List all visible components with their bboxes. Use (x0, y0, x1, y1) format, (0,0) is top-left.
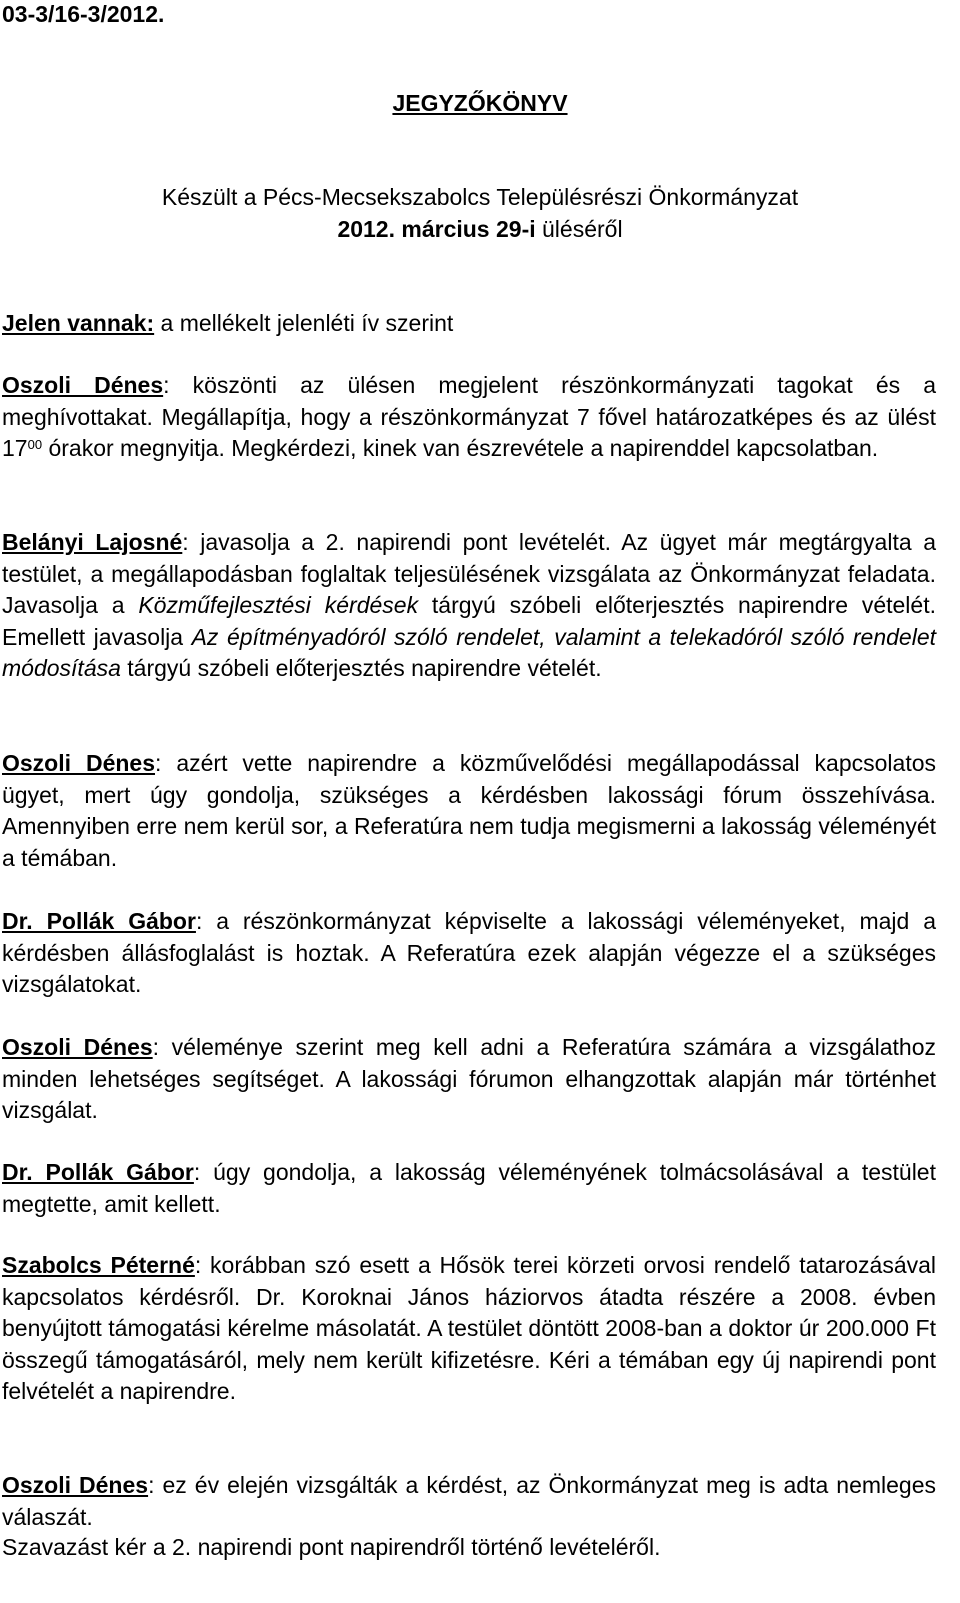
attendance-label: Jelen vannak: (2, 310, 155, 336)
time-superscript: 00 (27, 437, 43, 452)
speaker-name: Dr. Pollák Gábor (2, 1159, 194, 1185)
paragraph-text: : javasolja a 2. napirendi pont levételét. Az ügyet már megtárgyalta a testület, a megállapodásban foglaltak teljesülésének vizsgálata az Önkormányzat feladata. Javasolja a (2, 529, 936, 618)
agenda-item-title: Az építményadóról szóló rendelet, valamint a telekadóról szóló rendelet módosítása (2, 623, 936, 681)
paragraph-text: : ez év elején vizsgálták a kérdést, az Önkormányzat meg is adta nemleges válaszát. (2, 1472, 937, 1530)
subtitle-line-2 (0, 216, 960, 243)
subtitle-rest: üléséről (535, 216, 623, 242)
paragraph-text: : azért vette napirendre a közművelődési megállapodással kapcsolatos ügyet, mert úgy gondolja, szükséges a kérdésben lakossági fórum összehívása. Amennyiben erre nem kerül sor, a Referatúra nem tudja megismerni a lakosság véleményét a témában. (2, 750, 936, 871)
paragraph-text: órakor megnyitja. Megkérdezi, kinek van észrevétele a napirenddel kapcsolatban. (42, 435, 879, 461)
speaker-name: Oszoli Dénes (2, 1472, 149, 1498)
speaker-name: Oszoli Dénes (2, 1034, 153, 1060)
paragraph-text: : a részönkormányzat képviselte a lakossági véleményeket, majd a kérdésben állásfoglalást is hoztak. A Referatúra ezek alapján végezze el a szükséges vizsgálatokat. (2, 908, 936, 997)
paragraph-text: : korábban szó esett a Hősök terei körzeti orvosi rendelő tatarozásával kapcsolatos kérdésről. Dr. Koroknai János háziorvos átadta részére a 2008. évben benyújtott támogatási kérelme másolatát. A testület döntött 2008-ban a doktor úr 200.000 Ft összegű támogatásáról, mely nem került kifizetésre. Kéri a témában egy új napirendi pont felvételét a napirendre. (2, 1252, 937, 1404)
paragraph-4 (2, 906, 936, 1001)
reference-number: 03-3/16-3/2012. (2, 1, 165, 27)
speaker-name: Dr. Pollák Gábor (2, 908, 196, 934)
paragraph-2 (2, 527, 936, 685)
paragraph-text: : köszönti az ülésen megjelent részönkormányzati tagokat és a meghívottakat. Megállapítja, hogy a részönkormányzat 7 fővel határozatképes és az ülést 17 (2, 372, 936, 461)
paragraph-8 (2, 1470, 936, 1533)
paragraph-text: tárgyú szóbeli előterjesztés napirendre vételét. Emellett javasolja (2, 592, 936, 650)
paragraph-1 (2, 370, 936, 465)
paragraph-7 (2, 1250, 936, 1408)
document-title: JEGYZŐKÖNYV (392, 90, 568, 116)
paragraph-6 (2, 1157, 936, 1220)
paragraph-text: : úgy gondolja, a lakosság véleményének tolmácsolásával a testület megtette, amit kellett. (2, 1159, 936, 1217)
attendance-text: a mellékelt jelenléti ív szerint (154, 310, 454, 336)
speaker-name: Belányi Lajosné (2, 529, 183, 555)
speaker-name: Szabolcs Péterné (2, 1252, 195, 1278)
paragraph-3 (2, 748, 936, 874)
subtitle-line-1: Készült a Pécs-Mecsekszabolcs Településrészi Önkormányzat (161, 184, 799, 210)
paragraph-5 (2, 1032, 936, 1127)
attendance-line (2, 308, 936, 340)
vote-line: Szavazást kér a 2. napirendi pont napirendről történő levételéről. (2, 1534, 661, 1560)
speaker-name: Oszoli Dénes (2, 750, 155, 776)
paragraph-text: tárgyú szóbeli előterjesztés napirendre vételét. (120, 655, 602, 681)
meeting-date: 2012. március 29-i (337, 216, 536, 242)
paragraph-text: : véleménye szerint meg kell adni a Referatúra számára a vizsgálathoz minden lehetséges segítséget. A lakossági fórumon elhangzottak alapján már történhet vizsgálat. (2, 1034, 936, 1123)
speaker-name: Oszoli Dénes (2, 372, 164, 398)
agenda-item-title: Közműfejlesztési kérdések (138, 592, 419, 618)
